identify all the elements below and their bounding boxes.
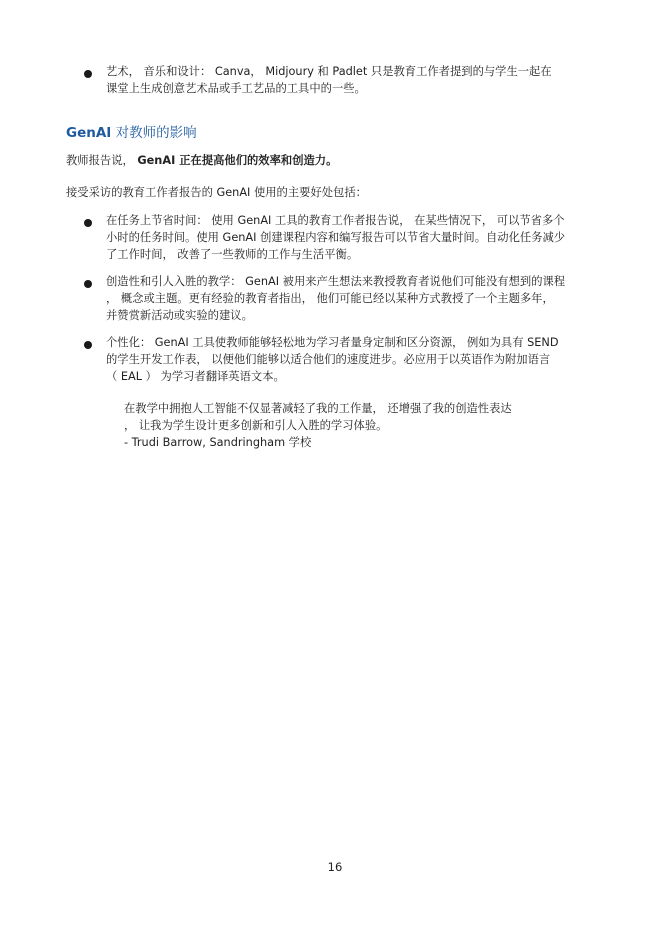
- bullet-dot: [84, 341, 92, 349]
- bullet-dot: [84, 219, 92, 227]
- bullet-dot: [84, 280, 92, 288]
- heading-cn: 对教师的影响: [111, 125, 197, 141]
- intro-bold: GenAI 正在提高他们的效率和创造力。: [137, 154, 338, 167]
- quote-line-1: 在教学中拥抱人工智能不仅显著减轻了我的工作量， 还增强了我的创造性表达: [124, 402, 512, 415]
- heading-latin: GenAI: [66, 125, 112, 141]
- benefit-2-line-3: 并赞赏新活动或实验的建议。: [106, 309, 253, 322]
- benefit-2-line-1: 创造性和引人入胜的教学： GenAI 被用来产生想法来教授教育者说他们可能没有想到的课程: [106, 275, 566, 288]
- bullet-dot: [84, 70, 92, 78]
- benefit-1-line-1: 在任务上节省时间： 使用 GenAI 工具的教育工作者报告说， 在某些情况下， 可以节省多个: [106, 214, 565, 227]
- benefit-1-line-2: 小时的任务时间。使用 GenAI 创建课程内容和编写报告可以节省大量时间。自动化任务减少: [106, 231, 566, 244]
- quote-line-2: ， 让我为学生设计更多创新和引人入胜的学习体验。: [124, 419, 388, 432]
- benefits-lead: 接受采访的教育工作者报告的 GenAI 使用的主要好处包括：: [66, 186, 367, 199]
- arts-line-2: 课堂上生成创意艺术品或手工艺品的工具中的一些。: [106, 82, 366, 95]
- arts-line-1: 艺术， 音乐和设计： Canva， Midjoury 和 Padlet 只是教育工作者提到的与学生一起在: [106, 65, 552, 78]
- intro-prefix: 教师报告说，: [66, 154, 138, 167]
- quote-attribution: - Trudi Barrow, Sandringham 学校: [124, 436, 312, 449]
- benefit-3-line-3: （ EAL ） 为学习者翻译英语文本。: [106, 370, 285, 383]
- benefit-3-line-1: 个性化： GenAI 工具使教师能够轻松地为学习者量身定制和区分资源， 例如为具有 SEND: [106, 336, 559, 349]
- benefit-3-line-2: 的学生开发工作表， 以便他们能够以适合他们的速度进步。必应用于以英语作为附加语言: [106, 353, 551, 366]
- page-number: 16: [327, 860, 343, 874]
- benefit-2-line-2: ， 概念或主题。更有经验的教育者指出， 他们可能已经以某种方式教授了一个主题多年，: [106, 292, 554, 305]
- benefit-1-line-3: 了工作时间， 改善了一些教师的工作与生活平衡。: [106, 248, 359, 261]
- section-heading: [66, 121, 197, 141]
- intro-paragraph: [66, 152, 337, 168]
